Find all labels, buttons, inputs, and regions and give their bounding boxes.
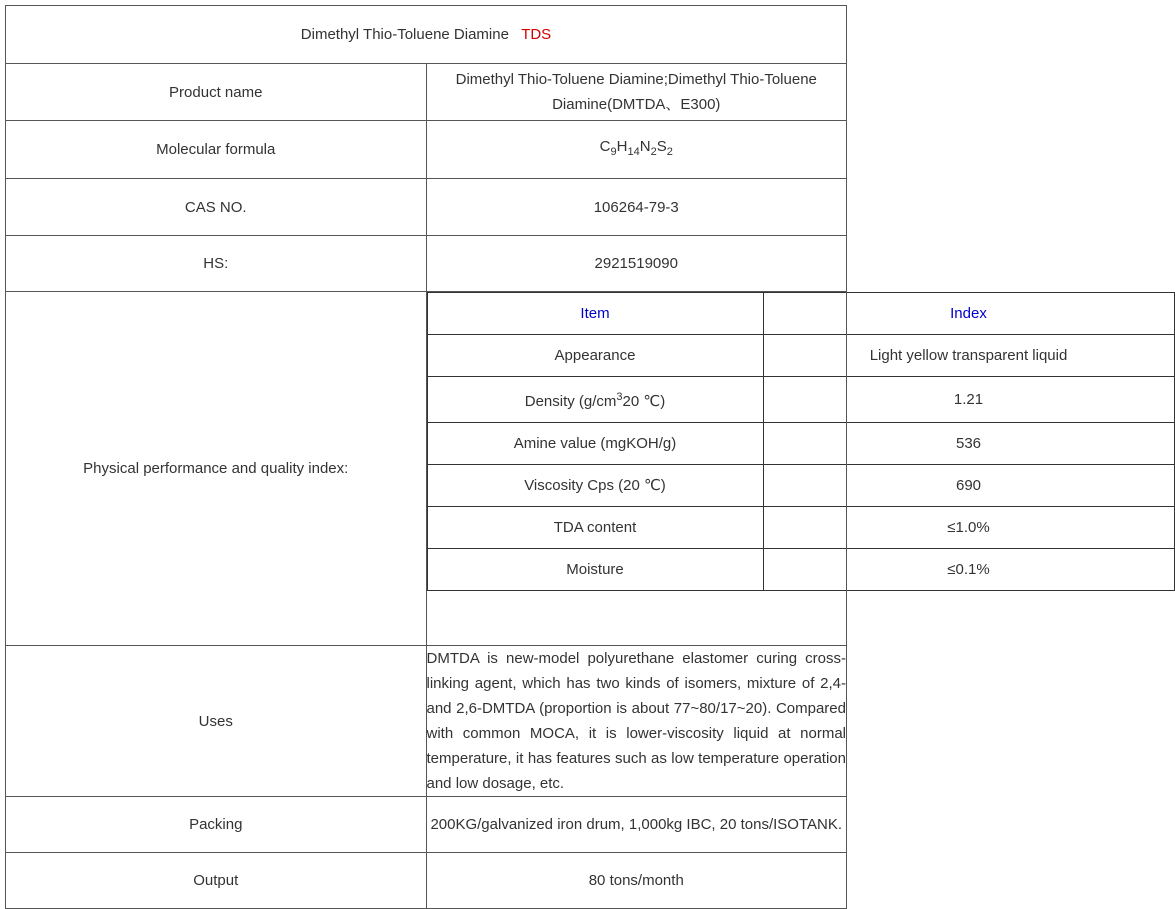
index-cell: 536	[763, 423, 1174, 465]
cas-label: CAS NO.	[6, 179, 427, 236]
output-row	[6, 853, 847, 909]
index-cell: ≤0.1%	[763, 549, 1174, 591]
formula-n: N	[639, 138, 651, 155]
uses-row	[6, 646, 847, 797]
index-header: Index	[763, 293, 1174, 335]
product-name-label: Product name	[6, 64, 427, 121]
product-title: Dimethyl Thio-Toluene Diamine	[300, 26, 509, 43]
molecular-formula-label: Molecular formula	[6, 121, 427, 179]
uses-value	[426, 646, 847, 797]
uses-text: DMTDA is new-model polyurethane elastomer curing cross-linking agent, which has two kinds of isomers, mixture of 2,4- and 2,6-DMTDA (proportion is about 77~80/17~20). Compared with common MOCA, it is lower-viscosity liquid at normal temperature, it has features such as low temperature operation and low dosage, etc.	[426, 650, 846, 792]
index-cell: Light yellow transparent liquid	[763, 335, 1174, 377]
cas-value: 106264-79-3	[426, 179, 847, 236]
product-name-value: Dimethyl Thio-Toluene Diamine;Dimethyl Thio-Toluene Diamine(DMTDA、E300)	[426, 64, 847, 121]
item-header: Item	[427, 293, 763, 335]
table-row	[427, 335, 1174, 377]
output-label: Output	[6, 853, 427, 909]
physical-label: Physical performance and quality index:	[6, 292, 427, 646]
table-row	[427, 465, 1174, 507]
item-cell: Moisture	[427, 549, 763, 591]
formula-c: C	[599, 138, 611, 155]
title-cell	[6, 6, 847, 64]
hs-value: 2921519090	[426, 236, 847, 292]
density-exponent: 3	[616, 391, 623, 403]
item-cell: TDA content	[427, 507, 763, 549]
density-label: Density (g/cm	[524, 393, 617, 410]
index-cell: ≤1.0%	[763, 507, 1174, 549]
output-value: 80 tons/month	[426, 853, 847, 909]
quality-header-row	[427, 293, 1174, 335]
spec-table	[5, 5, 1068, 909]
quality-index-table	[427, 292, 1175, 591]
tds-tag: TDS	[521, 26, 552, 43]
hs-label: HS:	[6, 236, 427, 292]
formula-h: H	[616, 138, 628, 155]
uses-label: Uses	[6, 646, 427, 797]
density-condition: 20 ℃)	[622, 393, 666, 410]
formula-s-count: 2	[666, 146, 673, 158]
formula-c-count: 9	[610, 146, 617, 158]
index-cell: 690	[763, 465, 1174, 507]
table-row	[427, 507, 1174, 549]
product-name-row	[6, 64, 847, 121]
packing-row	[6, 797, 847, 853]
formula-s: S	[656, 138, 667, 155]
physical-row	[6, 292, 847, 646]
item-cell: Viscosity Cps (20 ℃)	[427, 465, 763, 507]
physical-value	[426, 292, 1068, 646]
index-cell: 1.21	[763, 377, 1174, 423]
hs-row	[6, 236, 847, 292]
table-row	[427, 549, 1174, 591]
item-cell: Appearance	[427, 335, 763, 377]
formula-n-count: 2	[650, 146, 657, 158]
item-cell: Amine value (mgKOH/g)	[427, 423, 763, 465]
packing-value: 200KG/galvanized iron drum, 1,000kg IBC, 20 tons/ISOTANK.	[426, 797, 847, 853]
molecular-formula-value	[426, 121, 847, 179]
molecular-formula-row	[6, 121, 847, 179]
packing-label: Packing	[6, 797, 427, 853]
formula-h-count: 14	[627, 146, 640, 158]
table-row	[427, 423, 1174, 465]
table-row	[427, 377, 1174, 423]
cas-row	[6, 179, 847, 236]
item-cell	[427, 377, 763, 423]
title-row	[6, 6, 847, 64]
